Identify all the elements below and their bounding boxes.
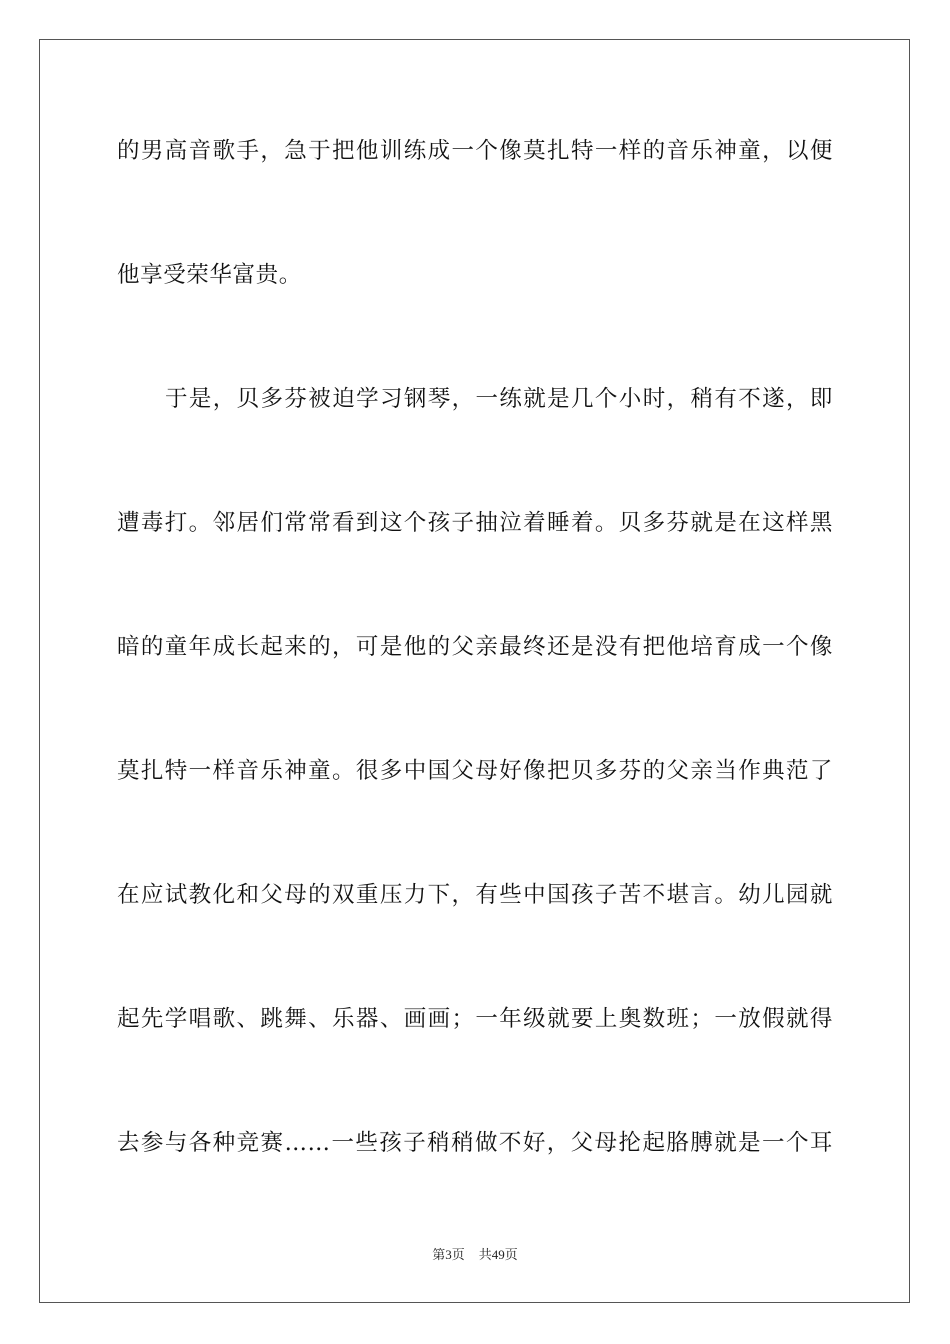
text-line-2: 他享受荣华富贵。 <box>117 262 302 288</box>
text-line-8: 起先学唱歌、跳舞、乐器、画画；一年级就要上奥数班；一放假就得 <box>117 1006 833 1032</box>
text-line-1: 的男高音歌手，急于把他训练成一个像莫扎特一样的音乐神童，以便 <box>117 138 833 164</box>
page-border <box>39 39 910 1303</box>
page-total: 共49页 <box>478 1247 518 1262</box>
text-line-7: 在应试教化和父母的双重压力下，有些中国孩子苦不堪言。幼儿园就 <box>117 882 833 908</box>
page-number: 第3页 <box>432 1247 465 1262</box>
text-line-5: 暗的童年成长起来的，可是他的父亲最终还是没有把他培育成一个像 <box>117 634 833 660</box>
text-line-6: 莫扎特一样音乐神童。很多中国父母好像把贝多芬的父亲当作典范了 <box>117 758 833 784</box>
text-line-9: 去参与各种竞赛……一些孩子稍稍做不好，父母抡起胳膊就是一个耳 <box>117 1130 833 1156</box>
text-line-4: 遭毒打。邻居们常常看到这个孩子抽泣着睡着。贝多芬就是在这样黑 <box>117 510 833 536</box>
text-line-3: 于是，贝多芬被迫学习钢琴，一练就是几个小时，稍有不遂，即 <box>165 386 833 412</box>
page-footer <box>0 1246 950 1264</box>
